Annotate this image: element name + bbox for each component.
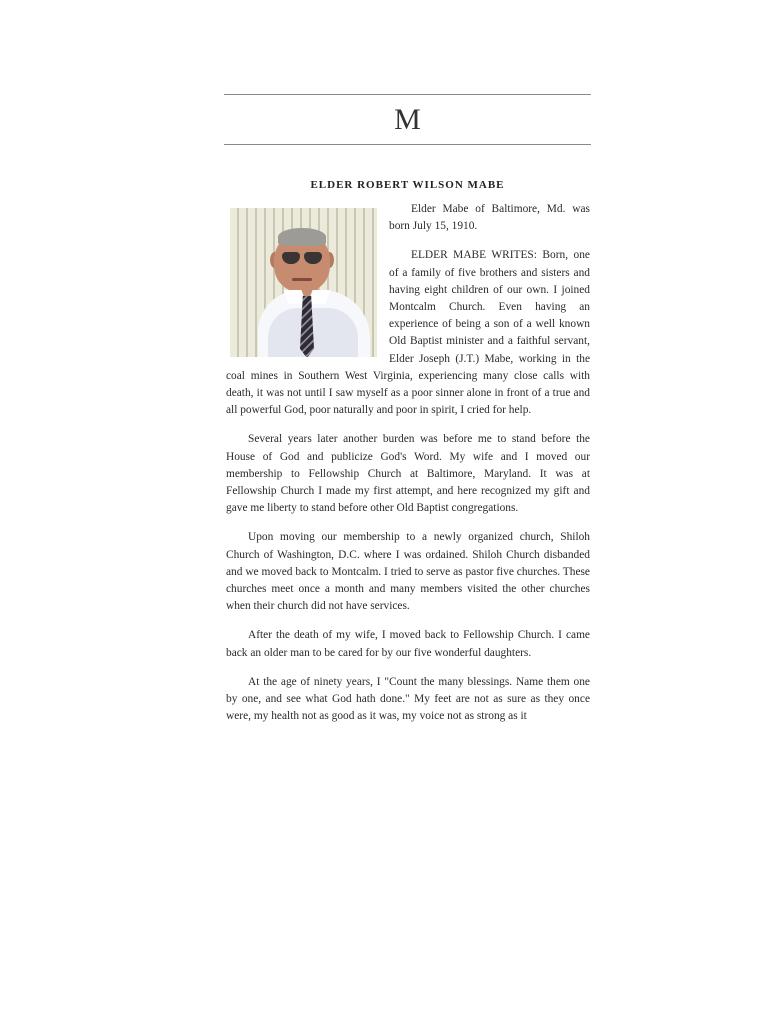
top-divider — [224, 94, 591, 95]
paragraph-shiloh: Upon moving our membership to a newly organized church, Shiloh Church of Washington, D.C. where I was ordained. Shiloh Church disbanded and we moved back to Montcalm. I tried to serve as pastor five churches. These churches meet once a month and many members visited the other churches when their church did not have services. — [226, 531, 590, 613]
paragraph-birth: Elder Mabe of Baltimore, Md. was born July 15, 1910. — [389, 203, 590, 233]
portrait-photo — [230, 208, 377, 357]
paragraph-writes: ELDER MABE WRITES: Born, one of a family of five brothers and sisters and having eight children of our own. I joined Montcalm Church. Even having an experience of being a son of a well known Old Baptist minister and a faithful servant, Elder Joseph (J.T.) Mabe, working in the coal mines in Southern West Virginia, experiencing many close calls with death, it was not until I saw myself as a poor sinner alone in front of a true and all powerful God, poor naturally and poor in spirit, I cried for help. — [226, 249, 590, 417]
paragraph-burden: Several years later another burden was before me to stand before the House of God and publicize God's Word. My wife and I moved our membership to Fellowship Church at Baltimore, Maryland. It was at Fellowship Church I made my first attempt, and here recognized my gift and gave me liberty to stand before other Old Baptist congregations. — [226, 433, 590, 515]
paragraph-blessings: At the age of ninety years, I "Count the many blessings. Name them one by one, and see what God hath done." My feet are not as sure as they once were, my health not as good as it was, my voice not as strong as it — [226, 675, 590, 723]
section-letter: M — [394, 103, 421, 136]
entry-body — [226, 201, 590, 737]
bottom-divider — [224, 144, 591, 145]
hair-shape — [278, 228, 326, 246]
paragraph-daughters: After the death of my wife, I moved back to Fellowship Church. I came back an older man to be cared for by our five wonderful daughters. — [226, 629, 590, 659]
mouth-shape — [292, 278, 312, 281]
entry-title: ELDER ROBERT WILSON MABE — [310, 179, 505, 191]
